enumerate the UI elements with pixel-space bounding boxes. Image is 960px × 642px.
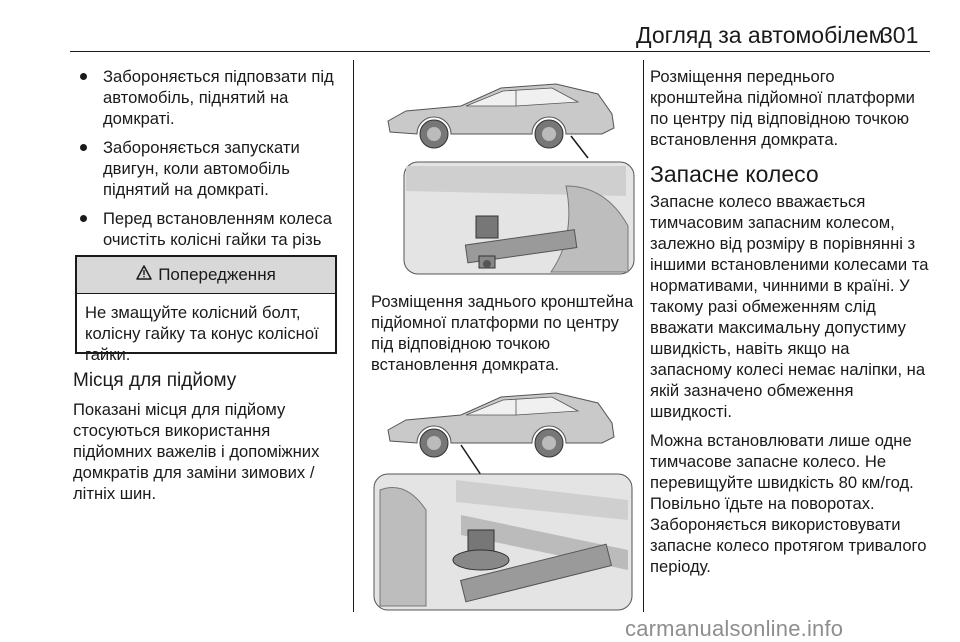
- bullet-item: Перед встановленням колеса очистіть колісні гайки та різь: [70, 208, 340, 271]
- left-column: [70, 66, 340, 279]
- car-illustration: [388, 84, 614, 148]
- bullet-item: Забороняється запускати двигун, коли автомобіль піднятий на домкраті.: [70, 137, 340, 200]
- spare-wheel-text: [650, 191, 932, 577]
- bullet-list: [70, 66, 340, 271]
- section-title-spare-wheel: Запасне колесо: [650, 161, 819, 187]
- watermark: carmanualsonline.info: [625, 616, 844, 641]
- car-illustration: [388, 393, 614, 457]
- detail-inset: [404, 162, 634, 274]
- figure-rear-lift-point: [366, 66, 636, 278]
- bullet-dot-icon: [80, 73, 87, 80]
- page-header: [0, 0, 960, 56]
- bullet-item: Забороняється підповзати під автомобіль, піднятий на домкраті.: [70, 66, 340, 129]
- page-number: 301: [880, 22, 919, 48]
- warning-triangle-icon: [136, 265, 152, 285]
- warning-title: Попередження: [158, 265, 276, 284]
- header-title: Догляд за автомобілем: [636, 22, 885, 48]
- warning-body: Не змащуйте колісний болт, колісну гайку та конус колісної гайки.: [85, 303, 319, 364]
- warning-header: [77, 257, 335, 294]
- front-lift-point-text: Розміщення переднього кронштейна підйомної платформи по центру під відповідною точкою встановлення домкрата.: [650, 67, 915, 149]
- spare-wheel-paragraph-2: Можна встановлювати лише одне тимчасове запасне колесо. Не перевищуйте швидкість 80 км/год. Повільно їдьте на поворотах. Забороняється використовувати запасне колесо протягом тривалого періоду.: [650, 431, 927, 576]
- bullet-dot-icon: [80, 215, 87, 222]
- figure-front-lift-point: [366, 370, 636, 613]
- figure1-caption: Розміщення заднього кронштейна підйомної платформи по центру під відповідною точкою встановлення домкрата.: [371, 292, 634, 374]
- spare-wheel-paragraph-1: Запасне колесо вважається тимчасовим запасним колесом, залежно від розміру в порівнянні з іншими встановленими колесами та нормативами, чинними в країні. У такому разі обмеженням слід вважати максимальну допустиму швидкість, навіть якщо на запасному колесі немає наліпки, на якій зазначено обмеження швидкості.: [650, 192, 929, 421]
- column-divider-right: [643, 60, 644, 612]
- detail-inset: [374, 474, 632, 610]
- section-title-lift-points: Місця для підйому: [73, 370, 237, 391]
- column-divider-left: [353, 60, 354, 612]
- header-rule: [70, 51, 930, 52]
- section-text-lift-points: Показані місця для підйому стосуються використання підйомних важелів і допоміжних домкратів для заміни зимових / літніх шин.: [73, 400, 320, 503]
- warning-box: [75, 255, 337, 364]
- bullet-dot-icon: [80, 144, 87, 151]
